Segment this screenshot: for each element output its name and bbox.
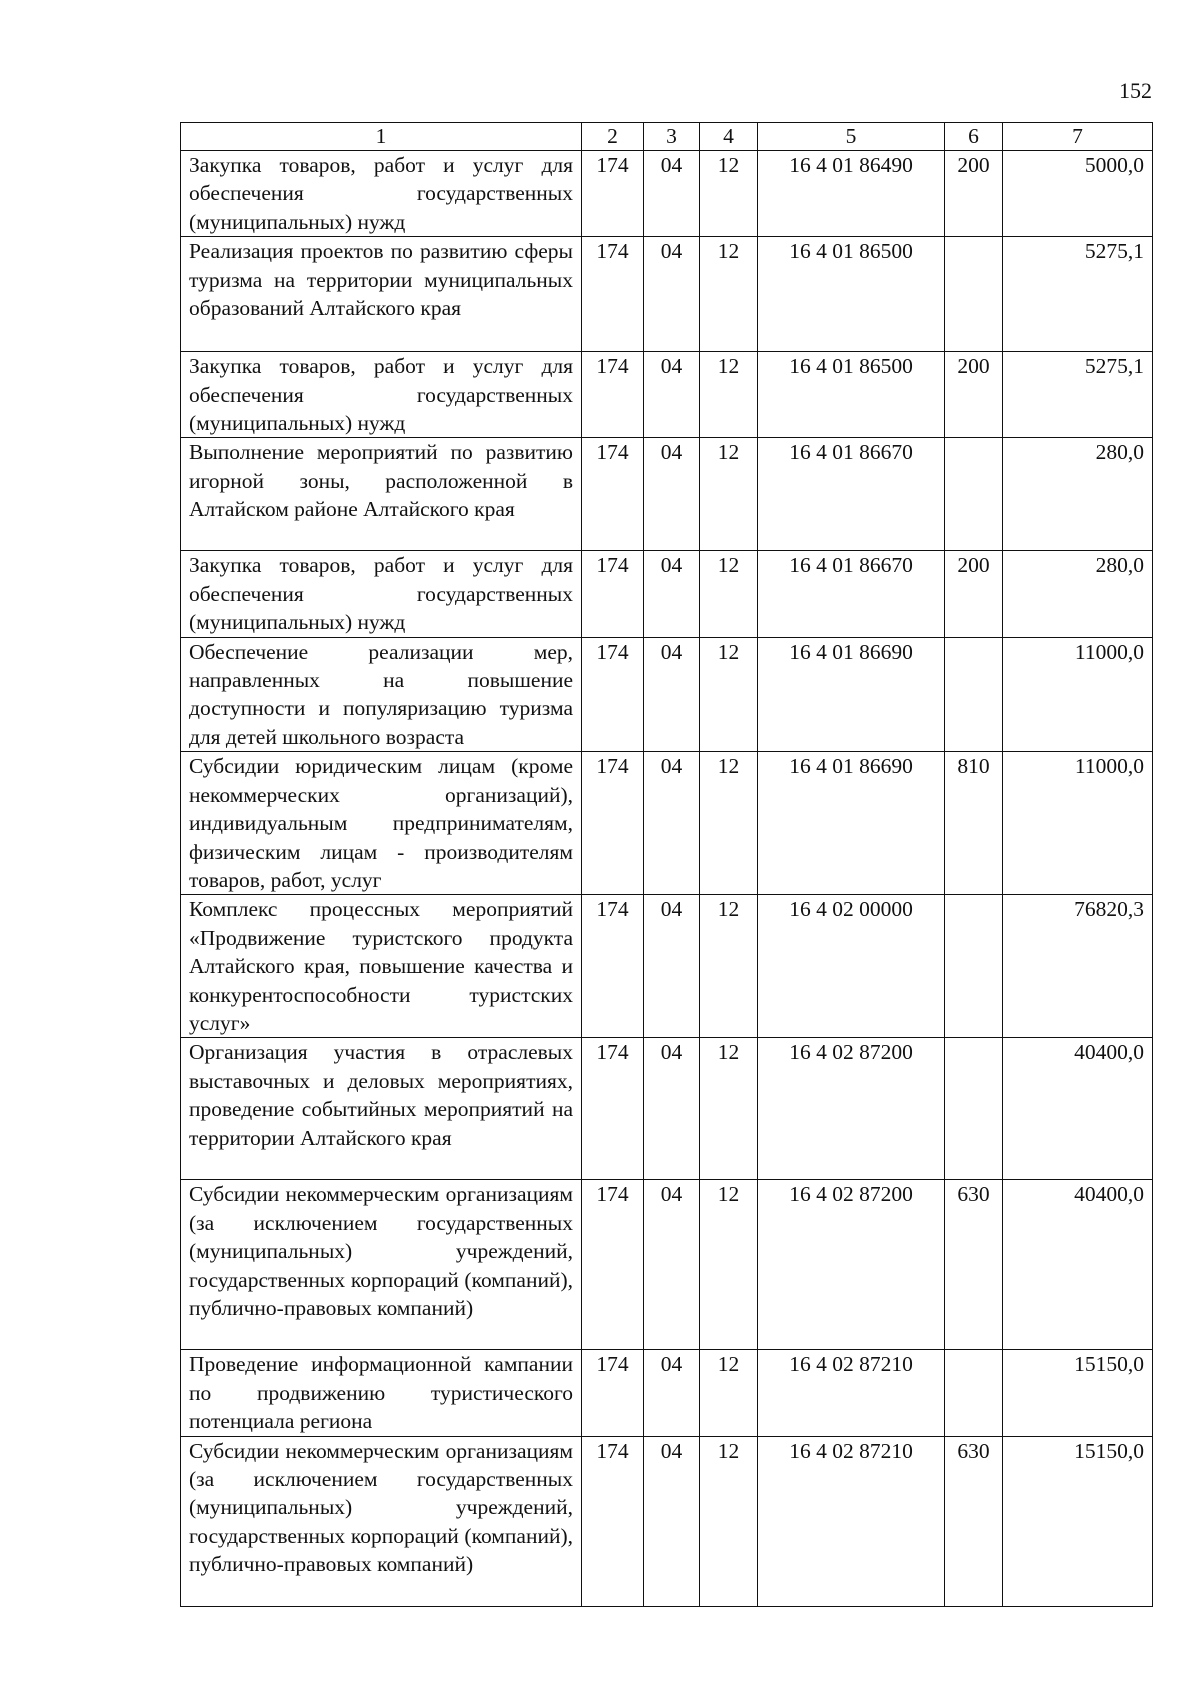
row-code-3: 04 (644, 237, 700, 352)
column-header: 6 (945, 123, 1003, 151)
row-code-6: 630 (945, 1436, 1003, 1606)
row-amount: 5275,1 (1003, 352, 1153, 438)
row-code-2: 174 (582, 1038, 644, 1180)
row-code-5: 16 4 02 87210 (758, 1436, 945, 1606)
row-name: Закупка товаров, работ и услуг для обеспечения государственных (муниципальных) нужд (181, 352, 582, 438)
row-code-5: 16 4 01 86670 (758, 551, 945, 637)
row-code-5: 16 4 02 87200 (758, 1038, 945, 1180)
table-row (181, 895, 1153, 1038)
row-name: Закупка товаров, работ и услуг для обеспечения государственных (муниципальных) нужд (181, 151, 582, 237)
row-code-4: 12 (700, 237, 758, 352)
row-name: Субсидии некоммерческим организациям (за исключением государственных (муниципальных) учреждений, государственных корпораций (компаний), публично-правовых компаний) (181, 1436, 582, 1606)
column-header: 4 (700, 123, 758, 151)
row-amount: 5275,1 (1003, 237, 1153, 352)
row-code-6: 200 (945, 151, 1003, 237)
row-code-4: 12 (700, 1350, 758, 1436)
column-header: 2 (582, 123, 644, 151)
row-amount: 40400,0 (1003, 1180, 1153, 1350)
row-code-3: 04 (644, 752, 700, 895)
row-name: Обеспечение реализации мер, направленных на повышение доступности и популяризацию туризма для детей школьного возраста (181, 637, 582, 752)
row-code-5: 16 4 01 86670 (758, 438, 945, 551)
row-code-2: 174 (582, 352, 644, 438)
row-code-3: 04 (644, 1350, 700, 1436)
row-code-5: 16 4 01 86500 (758, 352, 945, 438)
row-name: Выполнение мероприятий по развитию игорной зоны, расположенной в Алтайском районе Алтайского края (181, 438, 582, 551)
row-code-6 (945, 1038, 1003, 1180)
row-amount: 11000,0 (1003, 637, 1153, 752)
row-code-2: 174 (582, 1350, 644, 1436)
row-code-2: 174 (582, 151, 644, 237)
table-row (181, 438, 1153, 551)
row-code-6 (945, 895, 1003, 1038)
row-code-6: 810 (945, 752, 1003, 895)
row-code-4: 12 (700, 1180, 758, 1350)
row-code-2: 174 (582, 438, 644, 551)
row-code-3: 04 (644, 1038, 700, 1180)
table-row (181, 237, 1153, 352)
row-code-6: 200 (945, 551, 1003, 637)
row-amount: 11000,0 (1003, 752, 1153, 895)
row-code-5: 16 4 02 87200 (758, 1180, 945, 1350)
header-row (181, 123, 1153, 151)
row-code-4: 12 (700, 752, 758, 895)
row-code-5: 16 4 01 86690 (758, 752, 945, 895)
row-amount: 15150,0 (1003, 1436, 1153, 1606)
table-row (181, 1038, 1153, 1180)
row-code-3: 04 (644, 151, 700, 237)
row-code-3: 04 (644, 352, 700, 438)
budget-table (180, 122, 1153, 1607)
column-header: 5 (758, 123, 945, 151)
row-code-2: 174 (582, 637, 644, 752)
row-code-5: 16 4 01 86690 (758, 637, 945, 752)
row-amount: 15150,0 (1003, 1350, 1153, 1436)
row-code-4: 12 (700, 1038, 758, 1180)
row-amount: 280,0 (1003, 438, 1153, 551)
row-code-6 (945, 237, 1003, 352)
row-amount: 5000,0 (1003, 151, 1153, 237)
row-code-4: 12 (700, 151, 758, 237)
row-code-6: 200 (945, 352, 1003, 438)
row-code-4: 12 (700, 352, 758, 438)
row-amount: 40400,0 (1003, 1038, 1153, 1180)
row-name: Субсидии юридическим лицам (кроме некоммерческих организаций), индивидуальным предпринимателям, физическим лицам - производителям товаров, работ, услуг (181, 752, 582, 895)
row-name: Субсидии некоммерческим организациям (за исключением государственных (муниципальных) учреждений, государственных корпораций (компаний), публично-правовых компаний) (181, 1180, 582, 1350)
row-code-3: 04 (644, 895, 700, 1038)
row-code-2: 174 (582, 551, 644, 637)
row-code-2: 174 (582, 237, 644, 352)
row-code-5: 16 4 01 86490 (758, 151, 945, 237)
row-code-4: 12 (700, 895, 758, 1038)
table-row (181, 551, 1153, 637)
table-row (181, 151, 1153, 237)
row-code-3: 04 (644, 1436, 700, 1606)
column-header: 3 (644, 123, 700, 151)
row-code-4: 12 (700, 637, 758, 752)
row-code-5: 16 4 02 00000 (758, 895, 945, 1038)
row-code-2: 174 (582, 895, 644, 1038)
column-header: 1 (181, 123, 582, 151)
table-row (181, 1436, 1153, 1606)
row-name: Реализация проектов по развитию сферы туризма на территории муниципальных образований Алтайского края (181, 237, 582, 352)
row-code-4: 12 (700, 1436, 758, 1606)
table-row (181, 1350, 1153, 1436)
row-name: Организация участия в отраслевых выставочных и деловых мероприятиях, проведение событийных мероприятий на территории Алтайского края (181, 1038, 582, 1180)
row-code-3: 04 (644, 438, 700, 551)
row-name: Закупка товаров, работ и услуг для обеспечения государственных (муниципальных) нужд (181, 551, 582, 637)
row-code-6 (945, 438, 1003, 551)
row-code-2: 174 (582, 1180, 644, 1350)
row-amount: 76820,3 (1003, 895, 1153, 1038)
row-code-4: 12 (700, 438, 758, 551)
row-code-3: 04 (644, 637, 700, 752)
table-row (181, 752, 1153, 895)
page-number: 152 (1119, 78, 1152, 103)
row-code-3: 04 (644, 551, 700, 637)
column-header: 7 (1003, 123, 1153, 151)
row-name: Проведение информационной кампании по продвижению туристического потенциала региона (181, 1350, 582, 1436)
table-row (181, 637, 1153, 752)
row-code-4: 12 (700, 551, 758, 637)
table-row (181, 352, 1153, 438)
row-code-5: 16 4 01 86500 (758, 237, 945, 352)
row-code-6: 630 (945, 1180, 1003, 1350)
row-code-6 (945, 637, 1003, 752)
row-code-5: 16 4 02 87210 (758, 1350, 945, 1436)
row-name: Комплекс процессных мероприятий «Продвижение туристского продукта Алтайского края, повышение качества и конкурентоспособности туристских услуг» (181, 895, 582, 1038)
table-row (181, 1180, 1153, 1350)
row-code-3: 04 (644, 1180, 700, 1350)
row-amount: 280,0 (1003, 551, 1153, 637)
row-code-2: 174 (582, 1436, 644, 1606)
row-code-2: 174 (582, 752, 644, 895)
row-code-6 (945, 1350, 1003, 1436)
